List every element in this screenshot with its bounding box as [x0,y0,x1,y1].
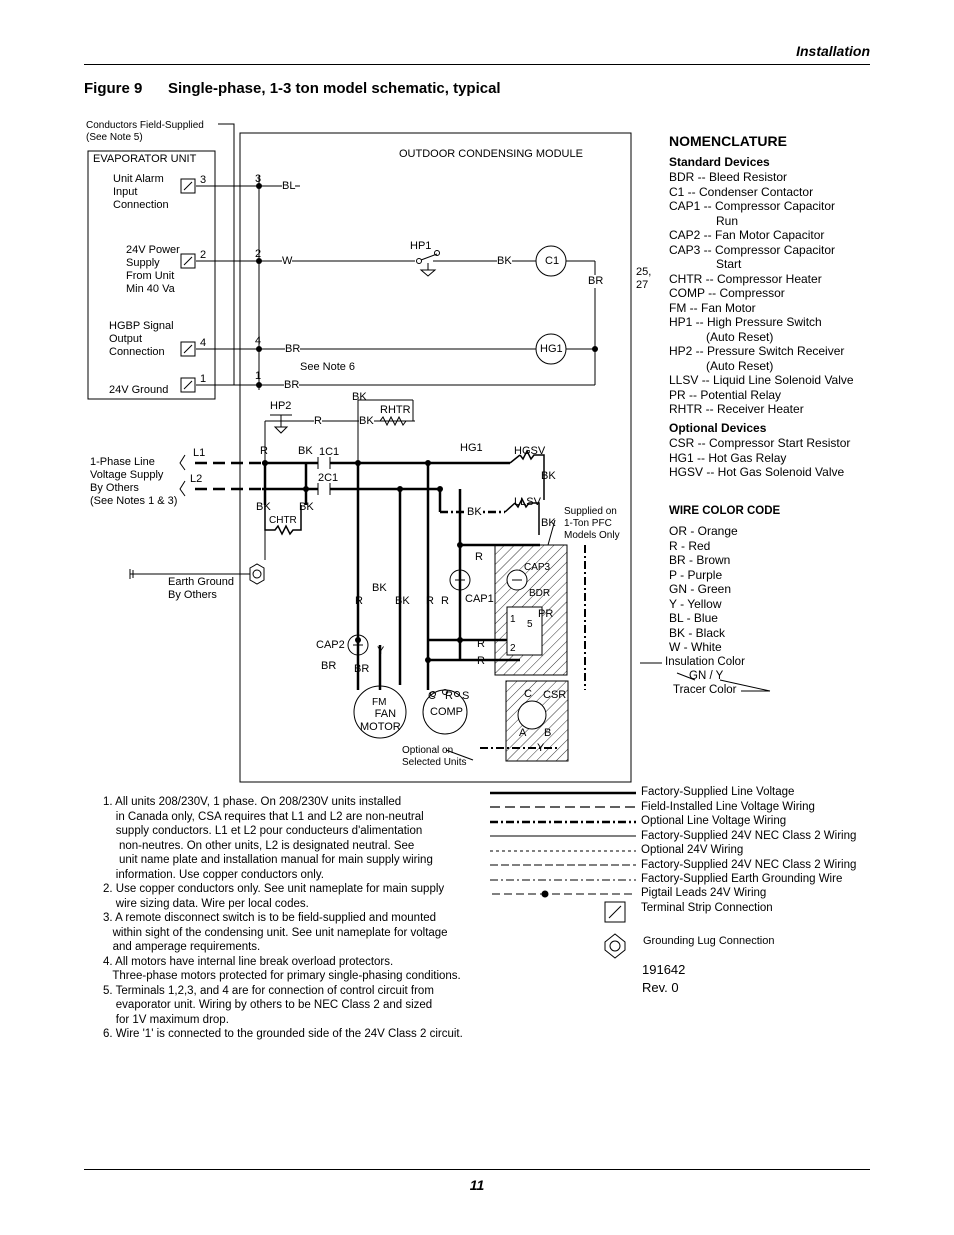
list-item: OR - Orange [669,524,738,538]
tracer-color-label: Tracer Color [673,684,737,696]
list-item: C1 -- Condenser Contactor [669,184,814,199]
c1-label: C1 [545,255,560,267]
list-item: COMP -- Compressor [669,286,785,300]
r-comp2-label: R [441,595,449,607]
field-supplied-label: Conductors Field-Supplied (See Note 5) [86,120,204,143]
optional-units-label: Optional on Selected Units [402,745,467,768]
note-line: Three-phase motors protected for primary single-phasing conditions. [103,970,461,982]
contactor-2c1: 2C1 [318,472,339,484]
list-item: CAP3 -- Compressor Capacitor Start [669,242,836,271]
csr-b-label: B [544,727,552,739]
unit-alarm-label: Unit Alarm Input Connection [113,173,169,211]
list-item: HGSV -- Hot Gas Solenoid Valve [669,465,845,479]
rhtr-label: RHTR [380,404,411,416]
pr-label: PR [538,608,554,620]
bk-chtr2-label: BK [299,501,314,513]
hgbp-signal-label: HGBP Signal Output Connection [109,320,174,358]
grounding-lug-label: Grounding Lug Connection [643,935,775,947]
wire-br-4: BR [285,343,301,355]
page-number: 11 [469,1177,485,1193]
terminal-3: 3 [200,174,207,186]
terminal-4-module: 4 [255,335,262,347]
list-item: BL - Blue [669,611,718,625]
note-25-27: 25, 27 [636,266,652,291]
llsv-label: LLSV [514,496,541,508]
legend-item: Factory-Supplied Line Voltage [641,786,795,798]
note-line: in Canada only, CSA requires that L1 and L2 are non-neutral [103,810,424,823]
list-item: RHTR -- Receiver Heater [669,402,804,416]
supplied-pfc-label: Supplied on 1-Ton PFC Models Only [564,506,620,541]
terminal-3-module: 3 [255,173,262,185]
l2-label: L2 [190,473,203,485]
bk-l1-label: BK [298,445,313,457]
legend-item: Optional Line Voltage Wiring [641,815,787,827]
wire-color-heading: WIRE COLOR CODE [669,505,781,517]
note-line: for 1V maximum drop. [103,1013,229,1026]
legend-item: Terminal Strip Connection [641,902,773,914]
r-comp1-label: R [426,595,434,607]
wire-br-1: BR [284,379,300,391]
r-fan-label: R [355,595,363,607]
legend-item: Optional 24V Wiring [641,844,744,856]
bk-llsv2-label: BK [541,517,556,529]
outdoor-module-label: OUTDOOR CONDENSING MODULE [399,148,583,160]
bk-rhtr-label: BK [359,415,374,427]
terminal-4: 4 [200,337,207,349]
figure-title: Single-phase, 1-3 ton model schematic, typical [168,80,501,97]
legend-item: Factory-Supplied 24V NEC Class 2 Wiring [641,859,857,871]
optional-devices-heading: Optional Devices [669,421,767,435]
fm-label: FM [372,697,387,708]
nomenclature-title: NOMENCLATURE [669,133,787,149]
pr-terminal-2: 2 [510,643,516,654]
list-item: CAP1 -- Compressor Capacitor Run [669,199,836,228]
list-item: PR -- Potential Relay [669,387,782,402]
pr-terminal-1: 1 [510,614,516,625]
wire-color-list [669,524,738,655]
revision: Rev. 0 [642,980,679,995]
list-item: BR - Brown [669,553,731,567]
section-title: Installation [796,43,870,59]
list-item: GN - Green [669,582,732,596]
legend-item: Pigtail Leads 24V Wiring [641,887,767,899]
note-line: supply conductors. L1 et L2 pour conducteurs d'alimentation [103,825,423,837]
gn-y-label: GN / Y [689,670,724,682]
evaporator-unit-label: EVAPORATOR UNIT [93,153,197,165]
list-item: CAP2 -- Fan Motor Capacitor [669,228,825,242]
list-item: Y - Yellow [669,596,722,611]
power-supply-label: 24V Power Supply From Unit Min 40 Va [126,244,180,295]
list-item: HG1 -- Hot Gas Relay [669,450,787,465]
list-item: BK - Black [669,625,726,640]
l1-label: L1 [193,447,206,459]
pr-terminal-5: 5 [527,619,533,630]
r-pr2-label: R [477,655,485,667]
cap2-label: CAP2 [316,639,345,651]
note-line: within sight of the condensing unit. See unit nameplate for voltage [103,926,448,939]
bk-hgsv-label: BK [541,470,556,482]
footer-rule [84,1169,870,1170]
note-line: 5. Terminals 1,2,3, and 4 are for connection of control circuit from [103,984,434,997]
note-line: wire sizing data. Wire per local codes. [103,897,309,910]
legend-item: Factory-Supplied 24V NEC Class 2 Wiring [641,830,857,842]
r-cap3-label: R [475,551,483,563]
cap1-label: CAP1 [465,593,494,605]
doc-number: 191642 [642,962,686,977]
terminal-1: 1 [200,373,207,385]
fan-motor-label: FAN MOTOR [360,708,401,733]
contactor-1c1: 1C1 [319,446,340,458]
hg1-label: HG1 [460,442,483,454]
standard-devices-heading: Standard Devices [669,155,770,169]
note-line: non-neutres. On other units, L2 is designated neutral. See [103,839,415,852]
bk-llsv-label: BK [467,506,482,518]
note-line: unit name plate and installation manual for main supply wiring [103,854,433,866]
y-cap2-label: Y [377,645,385,657]
field-supplied-bracket [218,124,234,385]
csr-y-label: Y [537,742,545,754]
csr-a-label: A [519,727,527,739]
list-item: W - White [669,640,722,654]
earth-ground-label: Earth Ground By Others [168,576,235,601]
note-line: 1. All units 208/230V, 1 phase. On 208/230V units installed [103,796,402,808]
wire-bl: BL [282,180,296,192]
bk-fan2-label: BK [395,595,410,607]
legend-item: Factory-Supplied Earth Grounding Wire [641,873,843,885]
see-note-6: See Note 6 [300,361,356,373]
note-line: and amperage requirements. [103,941,261,953]
note-line: 4. All motors have internal line break overload protectors. [103,955,394,968]
hgsv-label: HGSV [514,445,546,457]
standard-devices-list [669,170,854,417]
r-l1-label: R [260,445,268,457]
note-line: evaporator unit. Wiring by others to be NEC Class 2 and sized [103,999,433,1011]
notes-list [103,795,463,1042]
hp2-label: HP2 [270,400,292,412]
terminal-2: 2 [200,249,207,261]
chtr-label: CHTR [269,515,297,526]
r-hp2-label: R [314,415,322,427]
ground-24v-label: 24V Ground [109,384,169,396]
csr-label: CSR [543,689,567,701]
bdr-label: BDR [529,588,551,599]
bk-c1-label: BK [497,255,512,267]
legend-item: Field-Installed Line Voltage Wiring [641,801,815,813]
list-item: FM -- Fan Motor [669,300,756,315]
bk-fan-label: BK [372,582,387,594]
document-revision [642,961,685,997]
cap3-label: CAP3 [524,562,551,573]
list-item: BDR -- Bleed Resistor [669,170,788,184]
bk-chtr1-label: BK [256,501,271,513]
br-cap2b-label: BR [354,663,370,675]
list-item: LLSV -- Liquid Line Solenoid Valve [669,373,854,387]
note-line: 6. Wire '1' is connected to the grounded side of the 24V Class 2 circuit. [103,1028,463,1040]
list-item: HP1 -- High Pressure Switch (Auto Reset) [669,315,822,344]
line-supply-label: 1-Phase Line Voltage Supply By Others (See Notes 1 & 3) [90,456,178,507]
note-line: 2. Use copper conductors only. See unit nameplate for main supply [103,883,445,895]
list-item: R - Red [669,538,711,553]
note-line: 3. A remote disconnect switch is to be field-supplied and mounted [103,912,437,924]
list-item: CHTR -- Compressor Heater [669,271,822,286]
optional-devices-list [669,436,850,480]
terminal-2-module: 2 [255,248,262,260]
br-right-label: BR [588,275,604,287]
r-pr1-label: R [477,638,485,650]
terminal-1-module: 1 [255,370,262,382]
csr-c-label: C [524,688,532,700]
comp-terminals: C R S [428,690,473,702]
list-item: P - Purple [669,567,723,582]
figure-number: Figure 9 [84,80,143,97]
br-cap2-label: BR [321,660,337,672]
bk-top-label: BK [352,391,367,403]
comp-label: COMP [430,706,463,718]
list-item: HP2 -- Pressure Switch Receiver (Auto Reset) [669,344,845,373]
list-item: CSR -- Compressor Start Resistor [669,436,851,450]
hg1-coil-label: HG1 [540,343,563,355]
wire-w: W [282,255,293,267]
hp1-label: HP1 [410,240,432,252]
note-line: information. Use copper conductors only. [103,868,324,881]
insulation-color-label: Insulation Color [665,656,745,668]
